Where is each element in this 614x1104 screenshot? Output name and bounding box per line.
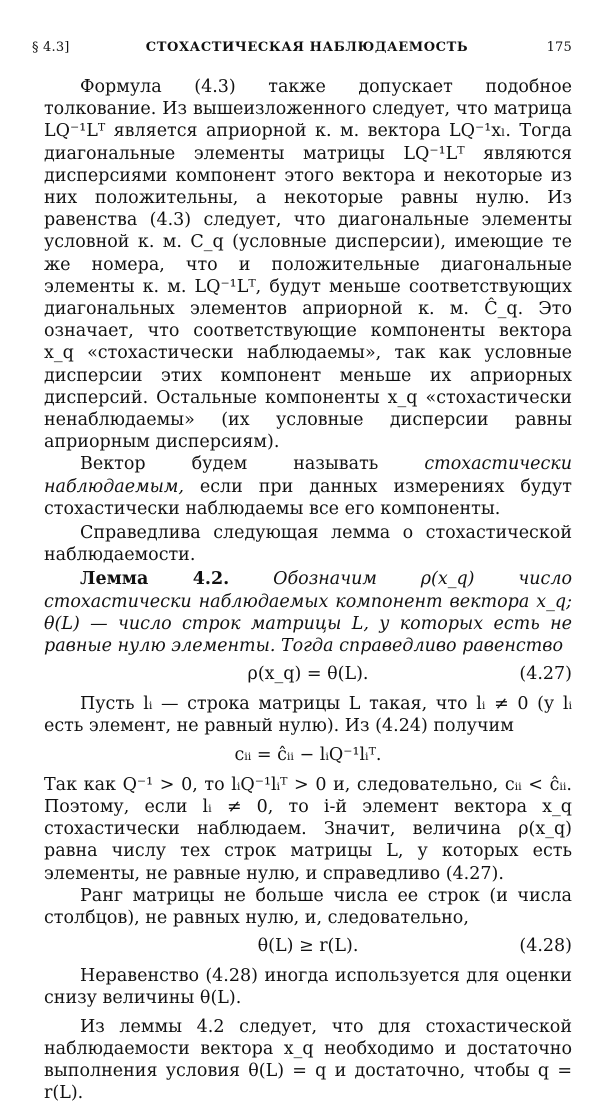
paragraph-inequality-use: Неравенство (4.28) иногда используется для оценки снизу величины θ(L). xyxy=(44,966,572,1009)
page-body xyxy=(44,76,572,1104)
defined-term: стохастически наблюдаемым, xyxy=(44,454,572,497)
equation-4-28-number: (4.28) xyxy=(519,936,572,957)
equation-4-28 xyxy=(44,935,572,961)
equation-4-27-number: (4.27) xyxy=(519,664,572,685)
paragraph-definition xyxy=(44,453,572,520)
definition-text-b: если при данных измерениях будут стохастически наблюдаемы все его компоненты. xyxy=(44,476,572,519)
paragraph-proof-start: Пусть lᵢ — строка матрицы L такая, что lᵢ ≠ 0 (у lᵢ есть элемент, не равный нулю). Из (4.24) получим xyxy=(44,694,572,737)
page-number: 175 xyxy=(546,40,572,55)
paragraph-lemma-intro: Справедлива следующая лемма о стохастической наблюдаемости. xyxy=(44,523,572,566)
paragraph-covariance-interpretation: Формула (4.3) также допускает подобное толкование. Из вышеизложенного следует, что матрица LQ⁻¹Lᵀ является априорной к. м. вектора LQ⁻¹xₗ. Тогда диагональные элементы матрицы LQ⁻¹Lᵀ являются дисперсиями компонент этого вектора и некоторые из них положительны, а некоторые равны нулю. Из равенства (4.3) следует, что диагональные элементы условной к. м. C_q (условные дисперсии), имеющие те же номера, что и положительные диагональные элементы к. м. LQ⁻¹Lᵀ, будут меньше соответствующих диагональных элементов априорной к. м. Ĉ_q. Это означает, что соответствующие компоненты вектора x_q «стохастически наблюдаемы», так как условные дисперсии этих компонент меньше их априорных дисперсий. Остальные компоненты x_q «стохастически ненаблюдаемы» (их условные дисперсии равны априорным дисперсиям). xyxy=(44,77,572,453)
running-title: СТОХАСТИЧЕСКАЯ НАБЛЮДАЕМОСТЬ xyxy=(145,40,469,55)
paragraph-observability-condition: Из леммы 4.2 следует, что для стохастической наблюдаемости вектора x_q необходимо и достаточно выполнения условия θ(L) = q и достаточно, чтобы q = r(L). xyxy=(44,1016,572,1104)
equation-cii-body: cᵢᵢ = ĉᵢᵢ − lᵢQ⁻¹lᵢᵀ. xyxy=(234,744,382,765)
paragraph-rank: Ранг матрицы не больше числа ее строк (и числа столбцов), не равных нулю, и, следовательно, xyxy=(44,885,572,928)
equation-4-27 xyxy=(44,663,572,689)
equation-cii xyxy=(44,744,572,770)
equation-4-28-body: θ(L) ≥ r(L). xyxy=(257,936,359,957)
equation-4-27-body: ρ(x_q) = θ(L). xyxy=(247,664,369,685)
lemma-statement xyxy=(44,568,572,657)
paragraph-proof-conclusion: Так как Q⁻¹ > 0, то lᵢQ⁻¹lᵢᵀ > 0 и, следовательно, cᵢᵢ < ĉᵢᵢ. Поэтому, если lᵢ ≠ 0, то i-й элемент вектора x_q стохастически наблюдаем. Значит, величина ρ(x_q) равна числу тех строк матрицы L, у которых есть элементы, не равные нулю, и справедливо (4.27). xyxy=(44,774,572,884)
definition-text-a: Вектор будем называть xyxy=(80,454,425,475)
lemma-text: Обозначим ρ(x_q) число стохастически наблюдаемых компонент вектора x_q; θ(L) — число строк матрицы L, у которых есть не равные нулю элементы. Тогда справедливо равенство xyxy=(44,569,572,657)
lemma-label: Лемма 4.2. xyxy=(80,569,230,590)
section-ref: § 4.3] xyxy=(32,40,70,55)
